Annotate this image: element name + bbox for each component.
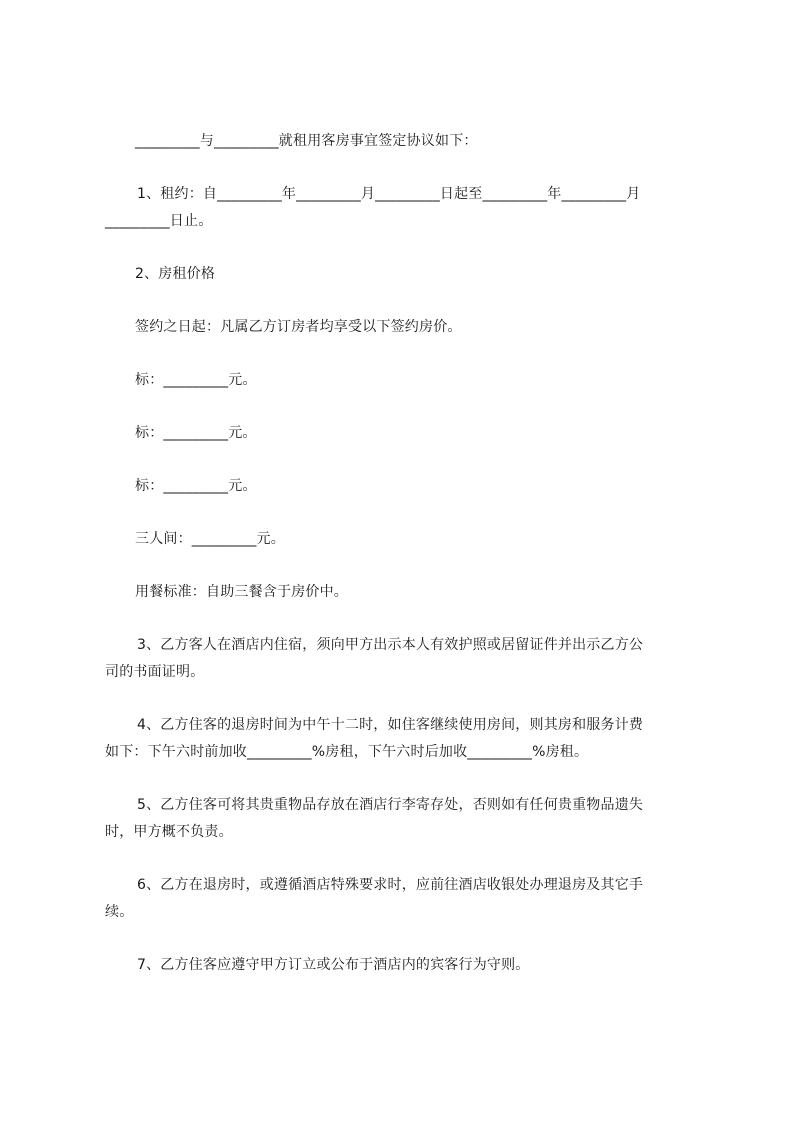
- clause-3: 3、乙方客人在酒店内住宿，须向甲方出示本人有效护照或居留证件并出示乙方公: [137, 637, 644, 653]
- clause-7: 7、乙方住客应遵守甲方订立或公布于酒店内的宾客行为守则。: [137, 957, 530, 973]
- price-line: 标：_________元。: [135, 478, 257, 494]
- clause-1-lease-term-cont: _________日止。: [105, 213, 213, 229]
- clause-5: 5、乙方住客可将其贵重物品存放在酒店行李寄存处，否则如有任何贵重物品遗失: [137, 797, 644, 813]
- clause-5-cont: 时，甲方概不负责。: [105, 824, 233, 840]
- meal-standard: 用餐标准：自助三餐含于房价中。: [135, 584, 348, 600]
- clause-1-lease-term: 1、租约：自_________年_________月_________日起至_________年_________月: [137, 186, 641, 202]
- clause-2-intro: 签约之日起：凡属乙方订房者均享受以下签约房价。: [135, 319, 462, 335]
- clause-3-cont: 司的书面证明。: [105, 664, 205, 680]
- clause-4-cont: 如下：下午六时前加收_________%房租，下午六时后加收_________%房租。: [105, 744, 589, 760]
- clause-2-title: 2、房租价格: [135, 266, 216, 282]
- agreement-intro: _________与_________就租用客房事宜签定协议如下：: [135, 133, 478, 149]
- clause-4: 4、乙方住客的退房时间为中午十二时，如住客继续使用房间，则其房和服务计费: [137, 717, 644, 733]
- price-line: 标：_________元。: [135, 372, 257, 388]
- price-line: 标：_________元。: [135, 425, 257, 441]
- clause-6: 6、乙方在退房时，或遵循酒店特殊要求时，应前往酒店收银处办理退房及其它手: [137, 877, 644, 893]
- clause-6-cont: 续。: [105, 904, 134, 920]
- price-triple-room: 三人间：_________元。: [135, 531, 285, 547]
